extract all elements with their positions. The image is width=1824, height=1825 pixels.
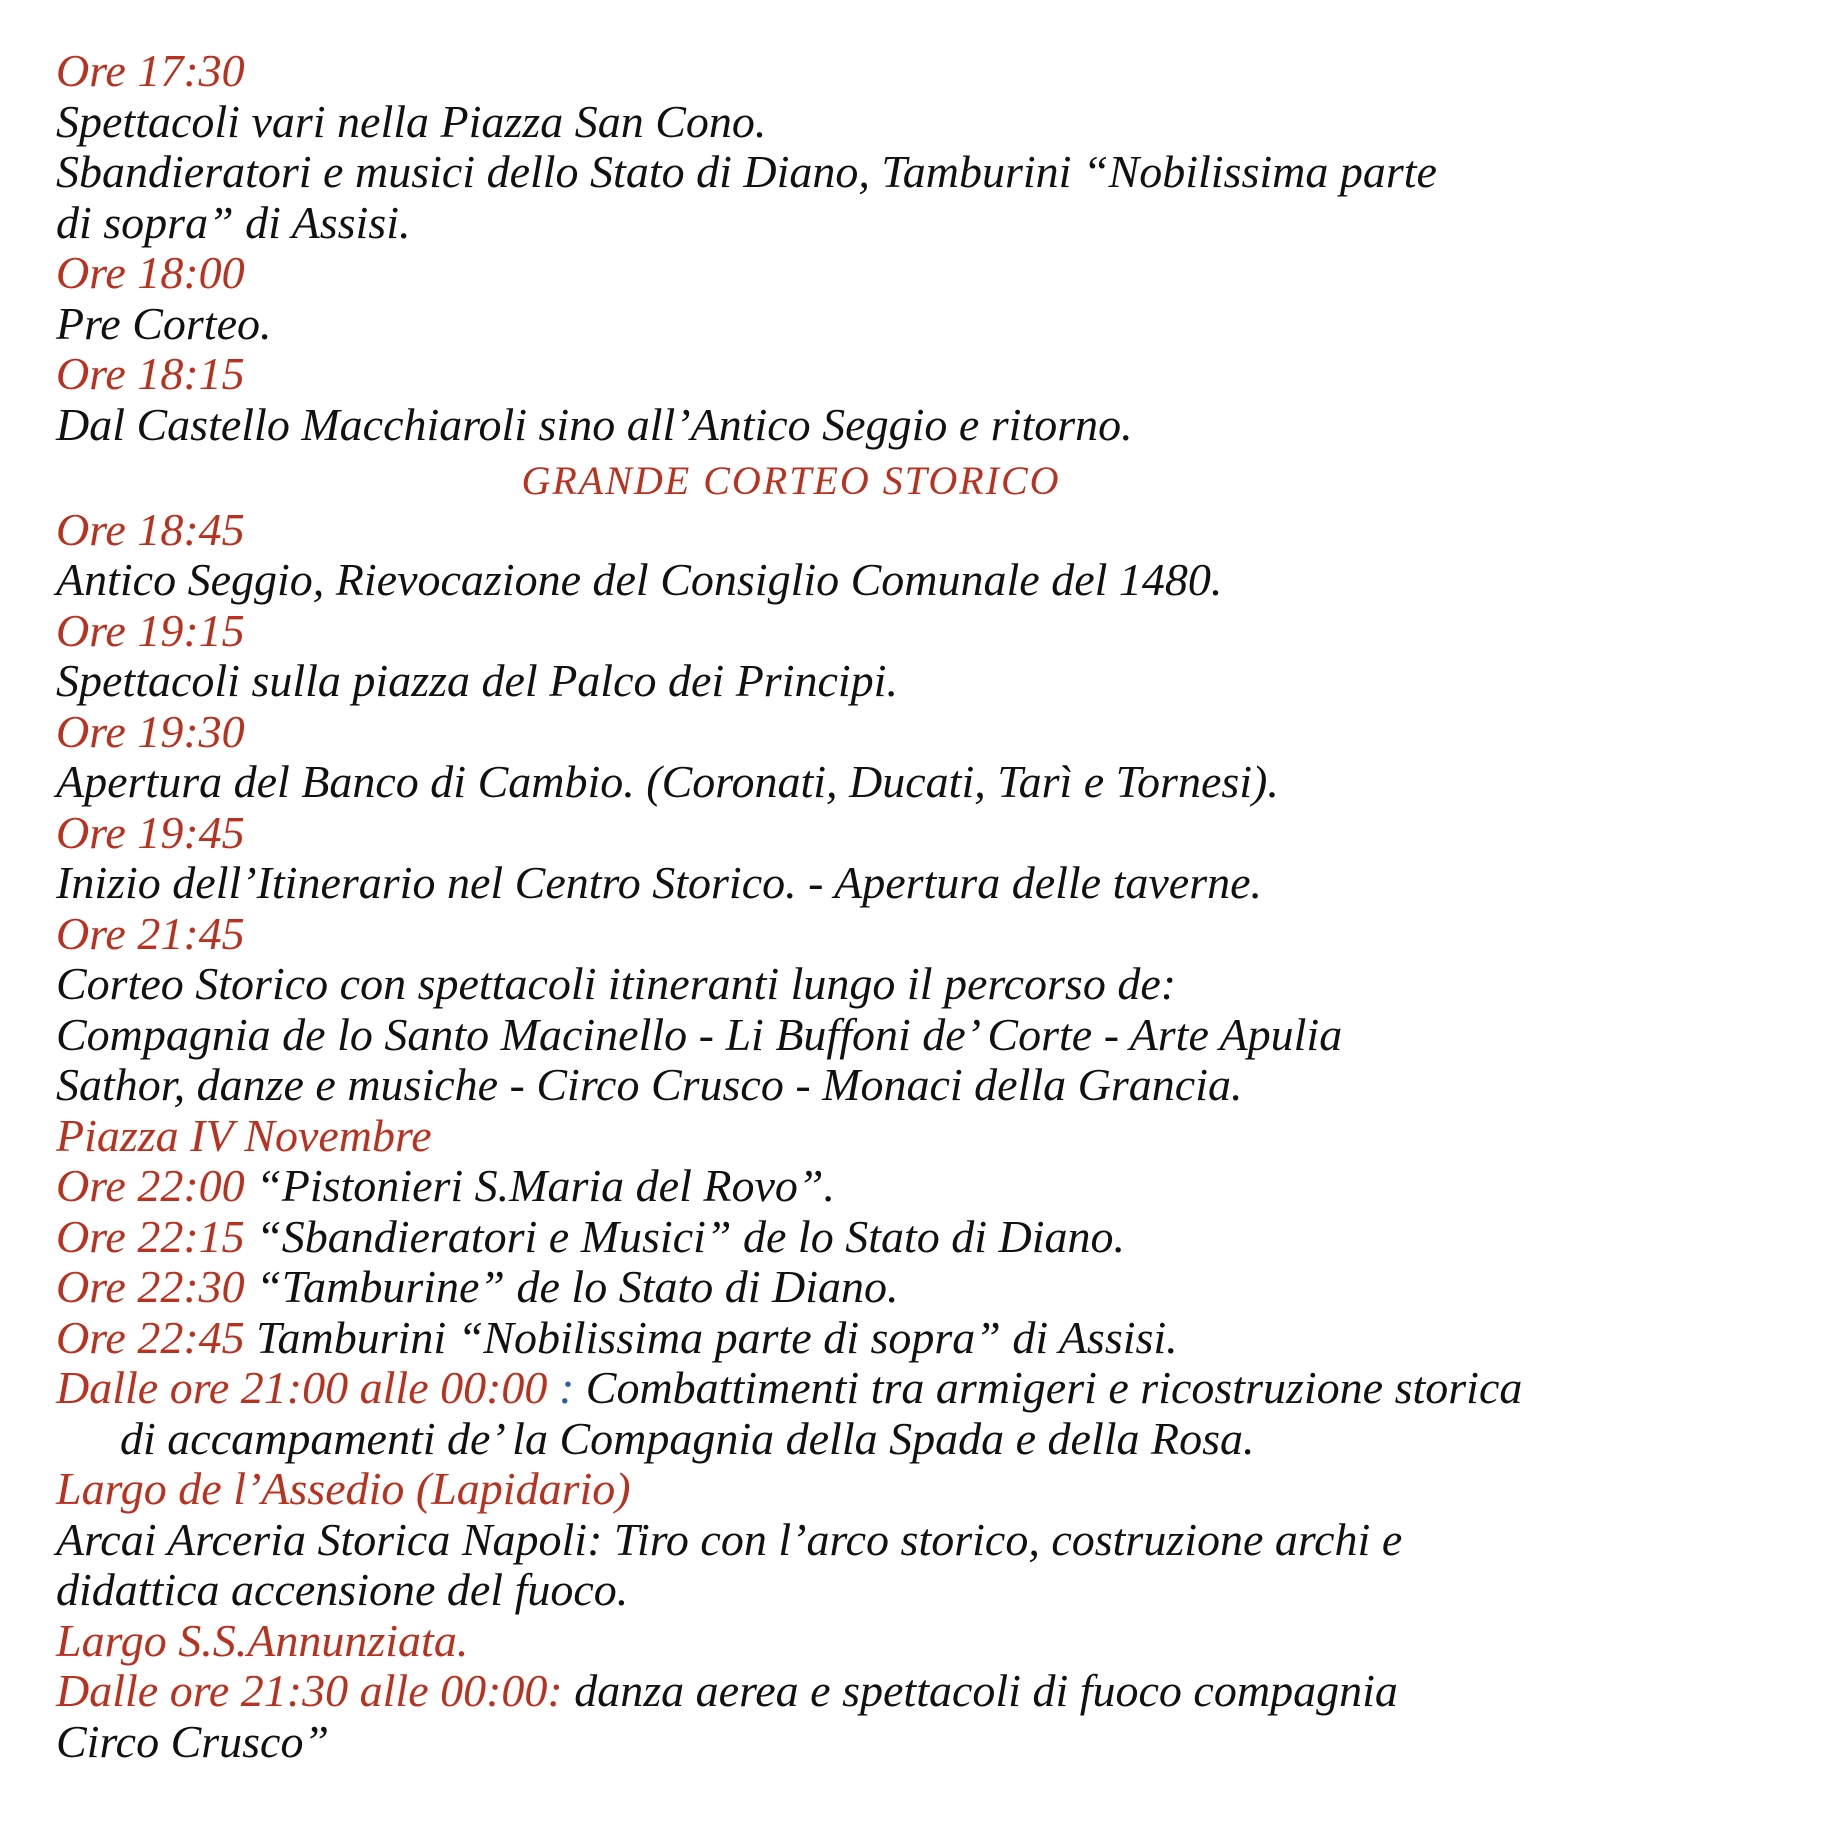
separator: : [547, 1362, 575, 1413]
program-line [56, 1666, 1796, 1717]
program-line [56, 1414, 1796, 1465]
description-text: Dal Castello Macchiaroli sino all’Antico Seggio e ritorno. [56, 398, 1133, 450]
time-label: Largo S.S.Annunziata. [56, 1614, 469, 1666]
description-text: “Tamburine” de lo Stato di Diano. [244, 1261, 899, 1312]
program-line [56, 147, 1796, 198]
description-text: Pre Corteo. [56, 297, 272, 349]
time-label: Ore 19:15 [56, 604, 245, 656]
program-line [56, 606, 1796, 657]
description-text: Compagnia de lo Santo Macinello - Li Buffoni de’ Corte - Arte Apulia [56, 1008, 1343, 1060]
description-text: Sathor, danze e musiche - Circo Crusco - Monaci della Grancia. [56, 1059, 1243, 1110]
time-label: Ore 22:45 [56, 1311, 245, 1363]
program-line [56, 808, 1796, 859]
time-label: Dalle ore 21:30 alle 00:00: [56, 1665, 563, 1716]
description-text: Sbandieratori e musici dello Stato di Diano, Tamburini “Nobilissima parte [56, 146, 1437, 197]
time-label: Ore 17:30 [56, 45, 245, 96]
description-text: Spettacoli vari nella Piazza San Cono. [56, 95, 767, 147]
time-label: Ore 19:30 [56, 705, 245, 757]
program-line [56, 1111, 1796, 1162]
program-line [56, 1717, 1796, 1768]
time-label: Piazza IV Novembre [56, 1109, 432, 1161]
time-label: Ore 19:45 [56, 806, 245, 858]
program-line [56, 299, 1796, 350]
description-text: “Sbandieratori e Musici” de lo Stato di Diano. [244, 1210, 1126, 1262]
program-line [56, 1363, 1796, 1414]
program-line [56, 1262, 1796, 1313]
program-line [56, 909, 1796, 960]
description-text: danza aerea e spettacoli di fuoco compagnia [562, 1665, 1398, 1716]
time-label: Ore 18:00 [56, 247, 245, 298]
program-line [56, 1212, 1796, 1263]
program-line [56, 656, 1796, 707]
description-text: “Pistonieri S.Maria del Rovo”. [244, 1160, 835, 1211]
program-line [56, 349, 1796, 400]
program-line [56, 97, 1796, 148]
time-label: Dalle ore 21:00 alle 00:00 [56, 1362, 548, 1413]
event-program [56, 46, 1796, 1767]
program-line [56, 858, 1796, 909]
time-label: Ore 18:15 [56, 348, 245, 399]
program-line [56, 400, 1796, 451]
program-line [56, 198, 1796, 249]
program-line [56, 1464, 1796, 1515]
program-line [56, 1515, 1796, 1566]
description-text: didattica accensione del fuoco. [56, 1564, 629, 1615]
program-line [56, 1313, 1796, 1364]
time-label: Largo de l’Assedio (Lapidario) [56, 1463, 631, 1514]
program-line [56, 555, 1796, 606]
program-line [56, 757, 1796, 808]
time-label: Ore 22:30 [56, 1261, 245, 1312]
section-heading: GRANDE CORTEO STORICO [521, 458, 1061, 503]
time-label: Ore 22:00 [56, 1160, 245, 1211]
program-line [56, 959, 1796, 1010]
time-label: Ore 21:45 [56, 907, 245, 959]
program-line [56, 1565, 1796, 1616]
program-line [56, 505, 1796, 556]
description-text: Apertura del Banco di Cambio. (Coronati, Ducati, Tarì e Tornesi). [56, 756, 1279, 807]
description-text: Corteo Storico con spettacoli itineranti lungo il percorso de: [56, 958, 1177, 1009]
program-line [56, 707, 1796, 758]
description-text: Arcai Arceria Storica Napoli: Tiro con l’arco storico, costruzione archi e [56, 1513, 1403, 1565]
time-label: Ore 22:15 [56, 1210, 245, 1262]
description-text: di sopra” di Assisi. [56, 196, 411, 248]
description-text: Circo Crusco” [56, 1715, 330, 1767]
description-text: Combattimenti tra armigeri e ricostruzione storica [574, 1362, 1523, 1413]
description-text: di accampamenti de’ la Compagnia della Spada e della Rosa. [120, 1412, 1255, 1464]
description-text: Spettacoli sulla piazza del Palco dei Principi. [56, 655, 898, 706]
program-line [56, 1616, 1796, 1667]
description-text: Inizio dell’Itinerario nel Centro Storico. - Apertura delle taverne. [56, 857, 1263, 908]
description-text: Tamburini “Nobilissima parte di sopra” di Assisi. [244, 1311, 1178, 1363]
program-line [56, 1010, 1796, 1061]
time-label: Ore 18:45 [56, 503, 245, 555]
program-line [56, 248, 1796, 299]
description-text: Antico Seggio, Rievocazione del Consiglio Comunale del 1480. [56, 554, 1223, 605]
program-line [56, 1161, 1796, 1212]
program-line [56, 1060, 1796, 1111]
program-line [56, 46, 1796, 97]
